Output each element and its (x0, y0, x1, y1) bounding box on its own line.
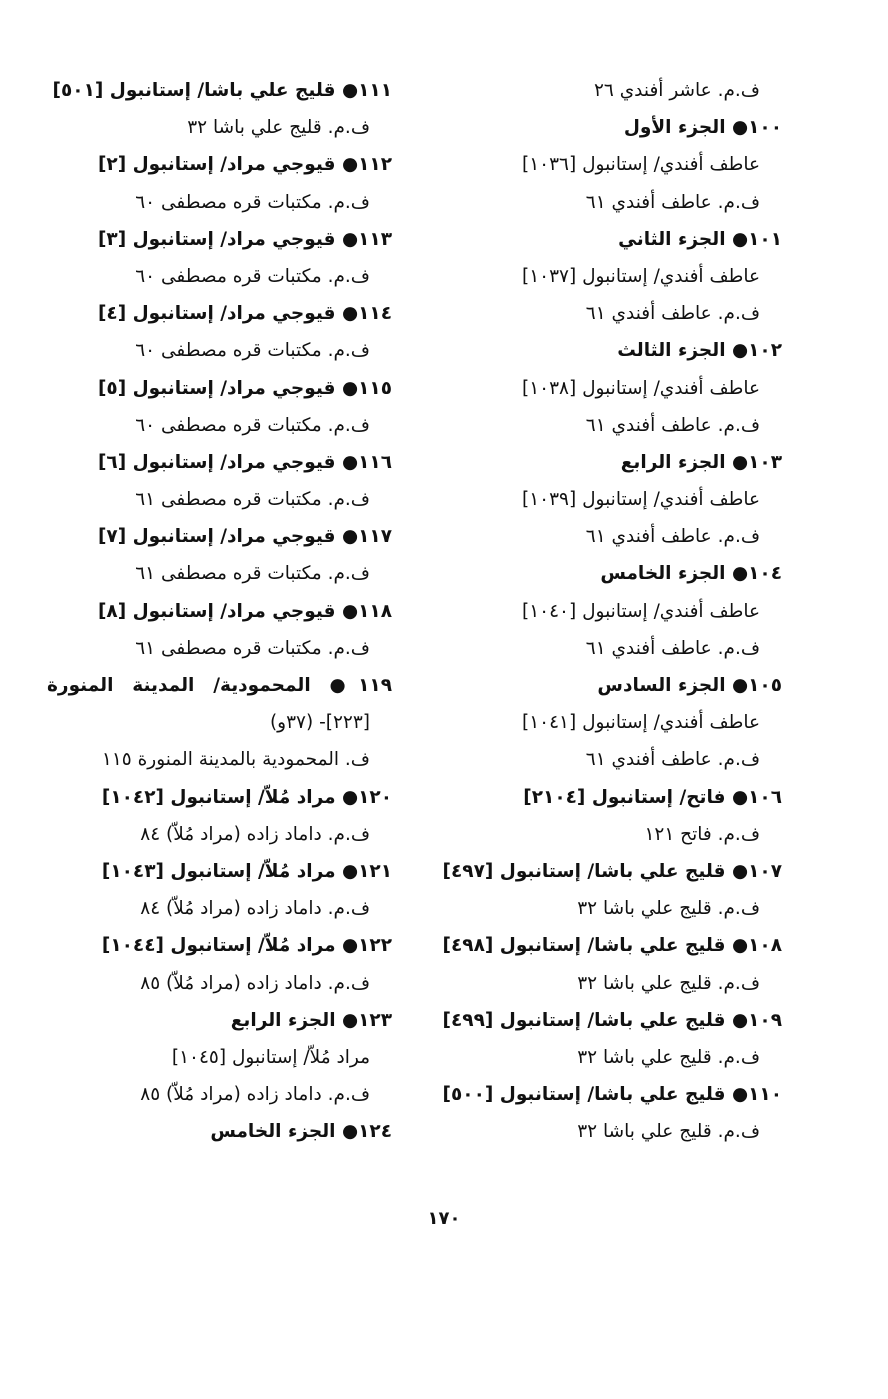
catalog-entry-line: ١١٧● قيوجي مراد/ إستانبول [٧] (97, 526, 392, 548)
catalog-detail-line: ف.م. قليج علي باشا ٣٢ (577, 1121, 760, 1143)
catalog-detail-line: ف.م. مكتبات قره مصطفى ٦١ (135, 563, 370, 585)
catalog-entry-line: ١٢٠● مراد مُلاّ/ إستانبول [١٠٤٢] (101, 786, 392, 808)
catalog-detail-line: عاطف أفندي/ إستانبول [١٠٤١] (522, 712, 760, 734)
right-column (442, 72, 782, 1150)
catalog-detail-line: ف.م. مكتبات قره مصطفى ٦٠ (135, 340, 370, 362)
catalog-detail-line: عاطف أفندي/ إستانبول [١٠٤٠] (522, 600, 760, 622)
catalog-detail-line: ف.م. قليج علي باشا ٣٢ (577, 898, 760, 920)
catalog-entry-line: ١٢٤● الجزء الخامس (210, 1121, 392, 1143)
catalog-detail-line: ف.م. داماد زاده (مراد مُلاّ) ٨٤ (140, 823, 370, 845)
catalog-entry-line: ١١٩● المحمودية/ المدينة المنورة (47, 675, 392, 696)
catalog-entry-line: ١١٥● قيوجي مراد/ إستانبول [٥] (97, 377, 392, 399)
catalog-entry-line: ١٠٩● قليج علي باشا/ إستانبول [٤٩٩] (442, 1009, 782, 1031)
catalog-entry-line: ١٢١● مراد مُلاّ/ إستانبول [١٠٤٣] (101, 860, 392, 882)
catalog-entry-line: ١٠٣● الجزء الرابع (620, 451, 782, 473)
catalog-detail-line: ف.م. عاطف أفندي ٦١ (585, 303, 760, 325)
catalog-detail-line: عاطف أفندي/ إستانبول [١٠٣٩] (522, 489, 760, 511)
catalog-detail-line: ف.م. عاطف أفندي ٦١ (585, 749, 760, 771)
catalog-detail-line: ف.م. مكتبات قره مصطفى ٦١ (135, 637, 370, 659)
catalog-detail-line: ف.م. عاطف أفندي ٦١ (585, 526, 760, 548)
catalog-entry-line: ١٠٧● قليج علي باشا/ إستانبول [٤٩٧] (442, 860, 782, 882)
catalog-entry-line: ١١٠● قليج علي باشا/ إستانبول [٥٠٠] (442, 1084, 782, 1106)
catalog-detail-line: [٢٢٣]- (٣٧و) (269, 712, 370, 734)
catalog-entry-line: ١٠٢● الجزء الثالث (617, 340, 782, 362)
catalog-detail-line: ف.م. داماد زاده (مراد مُلاّ) ٨٥ (140, 1084, 370, 1106)
catalog-detail-line: ف.م. مكتبات قره مصطفى ٦١ (135, 489, 370, 511)
catalog-entry-line: ١١١● قليج علي باشا/ إستانبول [٥٠١] (52, 80, 392, 101)
catalog-entry-line: ١٢٣● الجزء الرابع (230, 1009, 392, 1031)
catalog-entry-line: ١١٦● قيوجي مراد/ إستانبول [٦] (97, 451, 392, 473)
catalog-detail-line: ف.م. داماد زاده (مراد مُلاّ) ٨٤ (140, 898, 370, 920)
catalog-entry-line: ١١٤● قيوجي مراد/ إستانبول [٤] (97, 303, 392, 325)
catalog-detail-line: عاطف أفندي/ إستانبول [١٠٣٦] (522, 154, 760, 176)
catalog-detail-line: عاطف أفندي/ إستانبول [١٠٣٧] (522, 265, 760, 287)
catalog-detail-line: عاطف أفندي/ إستانبول [١٠٣٨] (522, 377, 760, 399)
page-number: ١٧٠ (427, 1208, 461, 1229)
catalog-entry-line: ١١٢● قيوجي مراد/ إستانبول [٢] (97, 154, 392, 176)
catalog-entry-line: ١٠٠● الجزء الأول (623, 117, 782, 139)
catalog-entry-line: ١٠١● الجزء الثاني (618, 228, 782, 250)
left-column (47, 72, 392, 1150)
catalog-detail-line: ف.م. قليج علي باشا ٣٢ (187, 117, 370, 139)
catalog-detail-line: ف. المحمودية بالمدينة المنورة ١١٥ (101, 749, 370, 771)
catalog-entry-line: ١٠٤● الجزء الخامس (600, 563, 782, 585)
catalog-entry-line: ١١٨● قيوجي مراد/ إستانبول [٨] (97, 600, 392, 622)
catalog-detail-line: ف.م. مكتبات قره مصطفى ٦٠ (135, 191, 370, 213)
catalog-detail-line: ف.م. قليج علي باشا ٣٢ (577, 1046, 760, 1068)
catalog-detail-line: ف.م. مكتبات قره مصطفى ٦٠ (135, 265, 370, 287)
catalog-detail-line: ف.م. فاتح ١٢١ (644, 823, 760, 845)
catalog-detail-line: ف.م. داماد زاده (مراد مُلاّ) ٨٥ (140, 972, 370, 994)
catalog-entry-line: ١٢٢● مراد مُلاّ/ إستانبول [١٠٤٤] (101, 935, 392, 957)
catalog-entry-line: ١٠٨● قليج علي باشا/ إستانبول [٤٩٨] (442, 935, 782, 957)
catalog-entry-line: ١٠٦● فاتح/ إستانبول [٢١٠٤] (523, 786, 782, 808)
catalog-detail-line: ف.م. مكتبات قره مصطفى ٦٠ (135, 414, 370, 436)
catalog-detail-line: ف.م. عاطف أفندي ٦١ (585, 191, 760, 213)
catalog-detail-line: ف.م. عاطف أفندي ٦١ (585, 414, 760, 436)
catalog-detail-line: مراد مُلاّ/ إستانبول [١٠٤٥] (171, 1046, 370, 1068)
catalog-detail-line: ف.م. قليج علي باشا ٣٢ (577, 972, 760, 994)
catalog-detail-line: ف.م. عاشر أفندي ٢٦ (593, 80, 760, 101)
catalog-entry-line: ١١٣● قيوجي مراد/ إستانبول [٣] (97, 228, 392, 250)
catalog-entry-line: ١٠٥● الجزء السادس (597, 675, 782, 696)
catalog-detail-line: ف.م. عاطف أفندي ٦١ (585, 637, 760, 659)
